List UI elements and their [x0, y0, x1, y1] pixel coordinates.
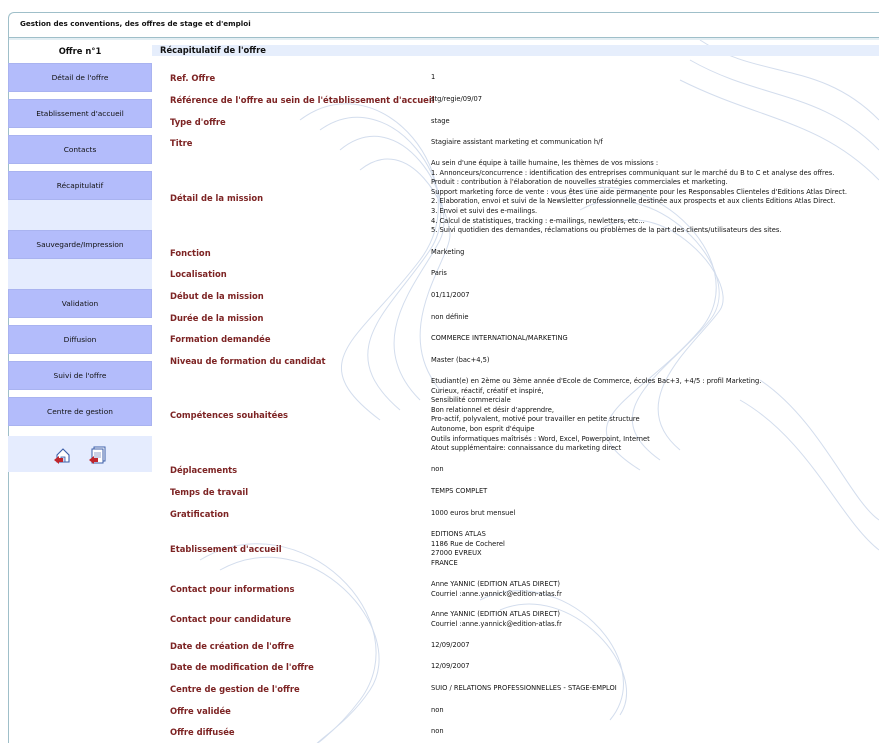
field-label: Détail de la mission	[170, 193, 264, 203]
field-value: stage	[431, 117, 450, 125]
field-label: Contact pour informations	[170, 584, 295, 594]
centre-gestion-button[interactable]: Centre de gestion	[8, 397, 152, 426]
field-value: Au sein d'une équipe à taille humaine, les thèmes de vos missions : 1. Annonceurs/concurrence : identification des entreprises communiquant sur le marché du B to C et analyse des offres. Produit : contribution à l'élaboration de nouvelles stratégies commerciales et marketing. Support marketing force de vente : vous êtes une aide permanente pour les Responsables Clienteles d'Editions Atlas Direct. 2. Elaboration, envoi et suivi de la Newsletter professionnelle destinée aux prospects et aux clients Editions Atlas Direct. 3. Envoi et suivi des e-mailings. 4. Calcul de statistiques, tracking : e-mailings, newletters, etc... 5. Suivi quotidien des demandes, réclamations ou problèmes de la part des clients/utilisateurs des sites.	[431, 159, 847, 235]
field-label: Déplacements	[170, 465, 238, 475]
field-label: Formation demandée	[170, 334, 271, 344]
field-label: Fonction	[170, 248, 211, 258]
field-label: Offre diffusée	[170, 727, 235, 737]
field-label: Début de la mission	[170, 291, 264, 301]
field-label: Date de création de l'offre	[170, 641, 295, 651]
document-back-icon[interactable]	[88, 445, 108, 465]
app-title: Gestion des conventions, des offres de stage et d'emploi	[20, 19, 251, 28]
sidebar	[8, 45, 152, 416]
field-label: Durée de la mission	[170, 313, 264, 323]
summary-header	[152, 45, 879, 56]
field-value: TEMPS COMPLET	[431, 487, 488, 495]
field-value: Anne YANNIC (EDITION ATLAS DIRECT) Courriel :anne.yannick@edition-atlas.fr	[431, 610, 562, 628]
etablissement-accueil-button[interactable]: Etablissement d'accueil	[8, 99, 152, 128]
suivi-offre-button[interactable]: Suivi de l'offre	[8, 361, 152, 390]
app-header	[8, 12, 879, 38]
field-label: Etablissement d'accueil	[170, 544, 282, 554]
field-value: non	[431, 465, 444, 473]
field-value: Anne YANNIC (EDITION ATLAS DIRECT) Courriel :anne.yannick@edition-atlas.fr	[431, 580, 562, 598]
field-value: 12/09/2007	[431, 641, 470, 649]
field-label: Contact pour candidature	[170, 614, 292, 624]
field-value: 01/11/2007	[431, 291, 470, 299]
field-value: Stagiaire assistant marketing et communication h/f	[431, 138, 603, 146]
field-label: Compétences souhaitées	[170, 410, 289, 420]
sauvegarde-impression-button[interactable]: Sauvegarde/Impression	[8, 230, 152, 259]
field-value: non	[431, 706, 444, 714]
field-label: Gratification	[170, 509, 229, 519]
field-label: Date de modification de l'offre	[170, 662, 314, 672]
field-label: Type d'offre	[170, 117, 226, 127]
contacts-button[interactable]: Contacts	[8, 135, 152, 164]
field-label: Niveau de formation du candidat	[170, 356, 326, 366]
field-label: Ref. Offre	[170, 73, 216, 83]
field-value: Etudiant(e) en 2ème ou 3ème année d'Ecole de Commerce, écoles Bac+3, +4/5 : profil Marketing. Curieux, réactif, créatif et inspiré, Sensibilité commerciale Bon relationnel et désir d'apprendre, Pro-actif, polyvalent, motivé pour travailler en petite structure Autonome, bon esprit d'équipe Outils informatiques maîtrisés : Word, Excel, Powerpoint, Internet Atout supplémentaire: connaissance du marketing direct	[431, 377, 762, 453]
field-value: 1000 euros brut mensuel	[431, 509, 516, 517]
field-label: Offre validée	[170, 706, 231, 716]
field-label: Localisation	[170, 269, 227, 279]
field-value: Marketing	[431, 248, 465, 256]
summary-title: Récapitulatif de l'offre	[160, 45, 266, 55]
field-value: 12/09/2007	[431, 662, 470, 670]
field-label: Référence de l'offre au sein de l'établissement d'accueil	[170, 95, 435, 105]
sidebar-spacer	[8, 259, 152, 289]
field-value: COMMERCE INTERNATIONAL/MARKETING	[431, 334, 568, 342]
field-label: Temps de travail	[170, 487, 249, 497]
field-value: non définie	[431, 313, 469, 321]
sidebar-icon-panel	[8, 436, 152, 472]
field-value: stg/regie/09/07	[431, 95, 483, 103]
field-value: non	[431, 727, 444, 735]
field-value: SUIO / RELATIONS PROFESSIONNELLES - STAGE-EMPLOI	[431, 684, 617, 692]
detail-offre-button[interactable]: Détail de l'offre	[8, 63, 152, 92]
field-value: EDITIONS ATLAS 1186 Rue de Cocherel 27000 EVREUX FRANCE	[431, 530, 505, 567]
home-back-icon[interactable]	[53, 445, 73, 465]
diffusion-button[interactable]: Diffusion	[8, 325, 152, 354]
field-value: Master (bac+4,5)	[431, 356, 490, 364]
offer-number-title: Offre n°1	[58, 46, 102, 56]
validation-button[interactable]: Validation	[8, 289, 152, 318]
recapitulatif-button[interactable]: Récapitulatif	[8, 171, 152, 200]
field-value: 1	[431, 73, 436, 81]
field-label: Titre	[170, 138, 193, 148]
sidebar-spacer	[8, 200, 152, 230]
field-label: Centre de gestion de l'offre	[170, 684, 300, 694]
field-value: Paris	[431, 269, 447, 277]
